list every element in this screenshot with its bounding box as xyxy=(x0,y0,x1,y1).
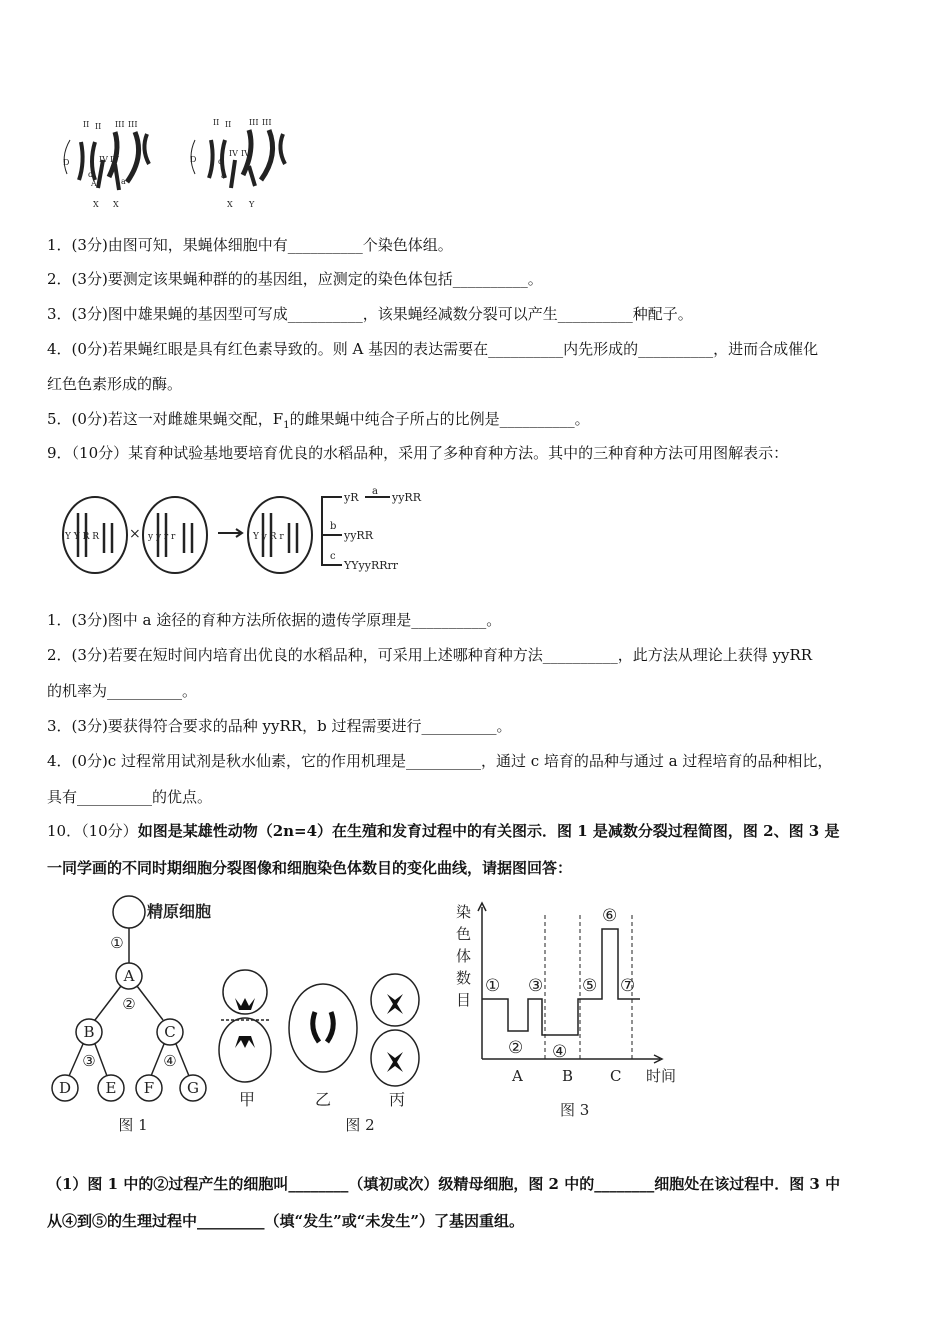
label-X-1: X xyxy=(93,200,99,209)
label-IV-1: IV xyxy=(229,149,238,158)
label-II-1: II xyxy=(83,120,90,129)
step-2: ② xyxy=(122,995,136,1013)
label-X-2: X xyxy=(113,200,119,209)
ylabel-char-4: 数 xyxy=(456,969,472,987)
label-Y: Y xyxy=(249,200,255,209)
q8-sub4-line1: 4．(0分)若果蝇红眼是具有红色素导致的。则 A 基因的表达需要在__________内先形成的__________，进而合成催化 xyxy=(47,340,819,358)
label-III-1: III xyxy=(115,120,125,129)
q8-sub5-subscript: 1 xyxy=(283,420,290,431)
label-a: a xyxy=(221,171,226,180)
female-karyotype xyxy=(63,120,149,209)
label-D: D xyxy=(63,158,70,167)
label-IV-2: IV xyxy=(241,149,250,158)
label-A: A xyxy=(123,967,135,985)
cell1-genes: Y Y R R xyxy=(65,532,100,542)
label-A: A xyxy=(91,179,97,188)
cell-label-jia: 甲 xyxy=(238,1090,256,1109)
cell2-genes: y y r r xyxy=(148,532,176,542)
point-1: ① xyxy=(485,976,501,996)
q8-sub4-line2: 红色色素形成的酶。 xyxy=(47,375,183,393)
label-C: C xyxy=(164,1023,176,1041)
product-yyRR-b: yyRR xyxy=(344,529,373,542)
path-c-label: c xyxy=(330,551,336,562)
label-X: X xyxy=(227,200,233,209)
cell-label-bing: 丙 xyxy=(388,1090,406,1109)
step-4: ④ xyxy=(163,1052,177,1070)
q8-sub1: 1．(3分)由图可知，果蝇体细胞中有__________个染色体组。 xyxy=(47,236,453,254)
label-d: d xyxy=(218,157,224,166)
bing-chromosomes-bottom xyxy=(387,1052,403,1072)
x-tick-C: C xyxy=(610,1067,622,1085)
point-3: ③ xyxy=(528,976,544,996)
step-3: ③ xyxy=(82,1052,96,1070)
label-II-2: II xyxy=(225,120,232,129)
cell-label-yi: 乙 xyxy=(314,1090,332,1109)
label-a: a xyxy=(121,177,126,186)
label-D: D xyxy=(190,155,197,164)
point-6: ⑥ xyxy=(602,906,618,926)
figure-1-meiosis-tree xyxy=(45,892,220,1137)
figure-3-chromosome-curve xyxy=(450,895,690,1125)
ylabel-char-5: 目 xyxy=(456,991,472,1009)
label-IV-2: IV xyxy=(110,155,119,164)
q10-intro-a: 如图是某雄性动物（2n=4）在生殖和发育过程中的有关图示．图 1 是减数分裂过程简图，图 2、图 3 是 xyxy=(137,822,840,840)
label-III-2: III xyxy=(128,120,138,129)
yi-chromosomes xyxy=(313,1012,334,1042)
jia-chromosomes-top xyxy=(235,998,255,1010)
step-1: ① xyxy=(110,934,124,952)
q10-number: 10．（10分） xyxy=(47,822,138,840)
q10-sub1-line1: （1）图 1 中的②过程产生的细胞叫________（填初或次）级精母细胞，图 2 中的________细胞处在该过程中．图 3 中 xyxy=(47,1175,841,1193)
q10-intro-line1 xyxy=(47,820,839,842)
figure-2-cell-images xyxy=(215,960,430,1138)
product-yyRR-a: yyRR xyxy=(392,491,421,504)
path-a-label: a xyxy=(372,486,378,497)
label-III-1: III xyxy=(249,118,259,127)
q9-sub3: 3．(3分)要获得符合要求的品种 yyRR，b 过程需要进行__________。 xyxy=(47,717,512,735)
label-G: G xyxy=(187,1079,199,1097)
q8-sub2: 2．(3分)要测定该果蝇种群的的基因组，应测定的染色体包括__________。 xyxy=(47,270,543,288)
q8-sub5-post: 的雌果蝇中纯合子所占的比例是__________。 xyxy=(289,410,590,428)
label-D: D xyxy=(58,1079,72,1097)
fig3-caption: 图 3 xyxy=(560,1101,590,1119)
x-axis-label: 时间 xyxy=(646,1067,677,1085)
cross-symbol: × xyxy=(129,526,141,542)
ylabel-char-3: 体 xyxy=(456,947,472,965)
q9-sub2-line1: 2．(3分)若要在短时间内培育出优良的水稻品种，可采用上述哪种育种方法__________，此方法从理论上获得 yyRR xyxy=(47,646,813,664)
label-E: E xyxy=(105,1079,117,1097)
point-4: ④ xyxy=(552,1042,568,1062)
x-tick-A: A xyxy=(512,1067,523,1085)
fly-chromosome-figure xyxy=(55,112,315,212)
q9-sub4-line2: 具有__________的优点。 xyxy=(47,788,213,806)
male-karyotype xyxy=(190,118,285,209)
cell-jia-bottom xyxy=(219,1018,271,1082)
bing-chromosomes-top xyxy=(387,994,403,1014)
point-7: ⑦ xyxy=(620,976,636,996)
product-YYyyRRrr: YYyyRRrr xyxy=(344,559,399,572)
label-B: B xyxy=(83,1023,95,1041)
chromosome-count-line xyxy=(482,929,640,1035)
label-IV-1: IV xyxy=(99,155,108,164)
fig2-caption: 图 2 xyxy=(345,1116,375,1134)
point-5: ⑤ xyxy=(582,976,598,996)
label-F: F xyxy=(143,1079,155,1097)
q8-sub5-pre: 5．(0分)若这一对雌雄果蝇交配，F xyxy=(47,410,284,428)
node-spermatogonium xyxy=(113,896,145,928)
ylabel-char-2: 色 xyxy=(456,925,472,943)
cell-yi xyxy=(289,984,357,1072)
q8-sub5 xyxy=(47,408,590,437)
jia-chromosomes-bottom xyxy=(235,1036,255,1048)
q10-sub1-line2: 从④到⑤的生理过程中_________（填“发生”或“未发生”）了基因重组。 xyxy=(47,1212,525,1230)
label-III-2: III xyxy=(262,118,272,127)
q9-sub1: 1．(3分)图中 a 途径的育种方法所依据的遗传学原理是__________。 xyxy=(47,611,502,629)
ylabel-char-1: 染 xyxy=(456,903,472,921)
label-d: d xyxy=(88,170,94,179)
product-yR: yR xyxy=(344,491,359,504)
breeding-diagram xyxy=(60,485,440,580)
q9-sub4-line1: 4．(0分)c 过程常用试剂是秋水仙素，它的作用机理是__________，通过 c 培育的品种与通过 a 过程培育的品种相比， xyxy=(47,752,833,770)
q10-intro-line2: 一同学画的不同时期细胞分裂图像和细胞染色体数目的变化曲线，请据图回答： xyxy=(47,859,573,877)
q8-sub3: 3．(3分)图中雄果蝇的基因型可写成__________，该果蝇经减数分裂可以产生__________种配子。 xyxy=(47,305,693,323)
fig1-caption: 图 1 xyxy=(118,1116,148,1134)
q9-intro: 9．（10分）某育种试验基地要培育优良的水稻品种，采用了多种育种方法。其中的三种育种方法可用图解表示： xyxy=(47,444,789,462)
cell3-genes: Y y R r xyxy=(253,532,284,542)
label-II-2: II xyxy=(95,122,102,131)
label-II-1: II xyxy=(213,118,220,127)
q9-sub2-line2: 的机率为__________。 xyxy=(47,682,198,700)
x-tick-B: B xyxy=(562,1067,574,1085)
fig1-title: 精原细胞 xyxy=(146,902,212,921)
path-b-label: b xyxy=(330,521,337,532)
point-2: ② xyxy=(508,1038,524,1058)
